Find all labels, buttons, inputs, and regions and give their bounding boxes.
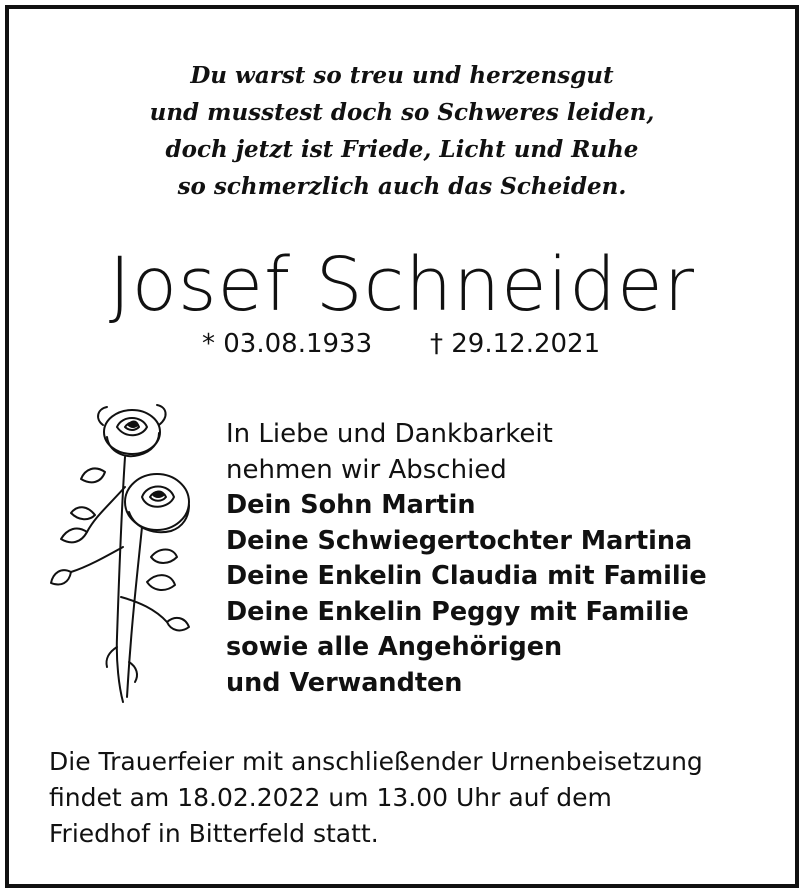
intro-line: In Liebe und Dankbarkeit bbox=[226, 419, 553, 449]
funeral-notice bbox=[49, 744, 789, 852]
poem-line: Du warst so treu und herzensgut bbox=[190, 62, 614, 89]
notice-line: Friedhof in Bitterfeld statt. bbox=[49, 819, 379, 848]
family-member: Deine Enkelin Claudia mit Familie bbox=[226, 561, 707, 591]
death-date: † 29.12.2021 bbox=[430, 329, 601, 359]
obituary-frame bbox=[5, 5, 799, 888]
notice-line: findet am 18.02.2022 um 13.00 Uhr auf dem bbox=[49, 783, 612, 812]
family-member: sowie alle Angehörigen bbox=[226, 632, 563, 662]
deceased-name: Josef Schneider bbox=[108, 242, 696, 328]
poem-line: doch jetzt ist Friede, Licht und Ruhe bbox=[165, 136, 639, 163]
family-member: Deine Enkelin Peggy mit Familie bbox=[226, 596, 689, 627]
family-section bbox=[226, 417, 786, 701]
intro-line: nehmen wir Abschied bbox=[226, 454, 507, 485]
poem-line: und musstest doch so Schweres leiden, bbox=[149, 99, 655, 126]
family-member: Dein Sohn Martin bbox=[226, 490, 476, 520]
poem bbox=[9, 57, 795, 205]
life-dates bbox=[9, 329, 795, 369]
birth-date: * 03.08.1933 bbox=[202, 329, 373, 359]
notice-line: Die Trauerfeier mit anschließender Urnenbeisetzung bbox=[49, 747, 703, 776]
poem-line: so schmerzlich auch das Scheiden. bbox=[177, 173, 627, 200]
family-member: Deine Schwiegertochter Martina bbox=[226, 525, 693, 556]
rose-illustration-icon bbox=[47, 397, 197, 707]
family-member: und Verwandten bbox=[226, 667, 463, 698]
